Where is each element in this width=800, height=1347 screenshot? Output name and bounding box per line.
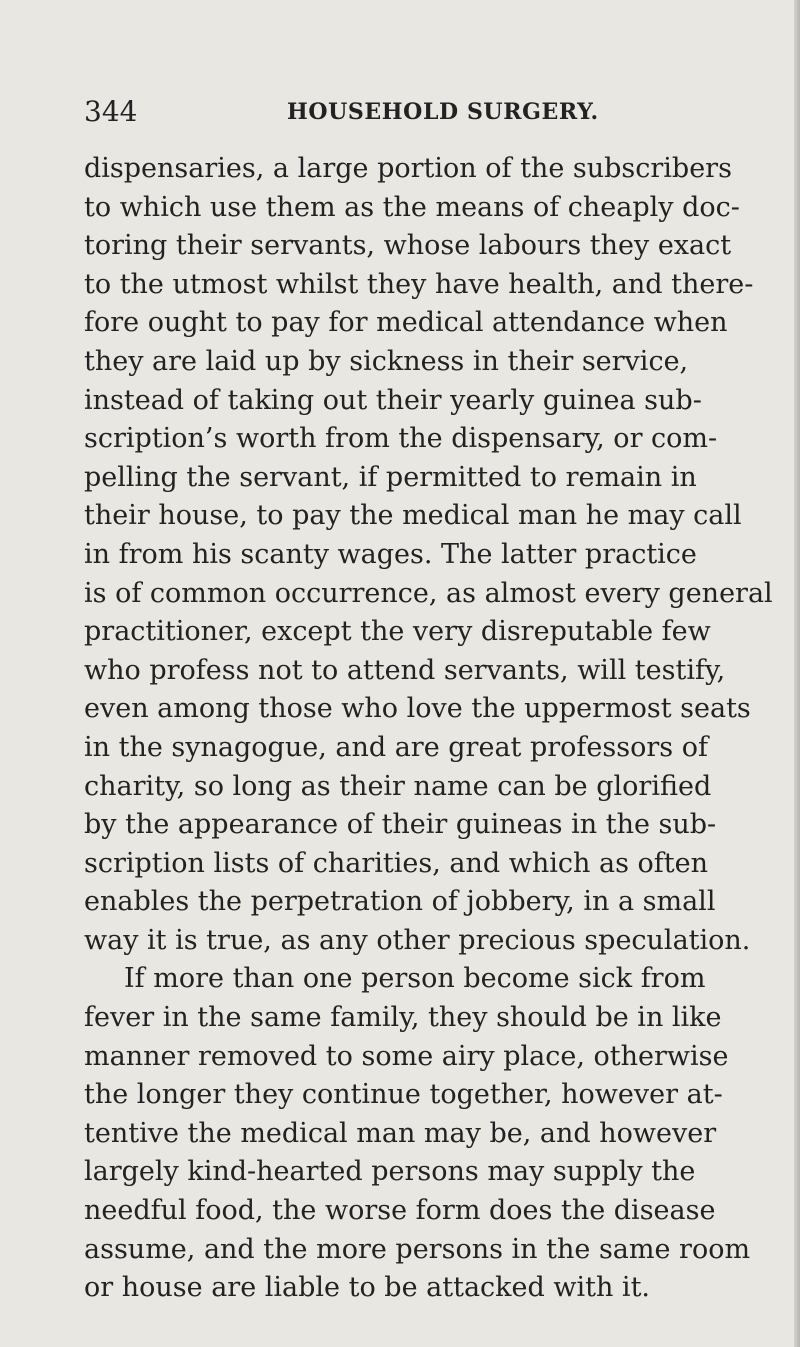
running-head: HOUSEHOLD SURGERY. bbox=[287, 99, 599, 125]
text-line: fever in the same family, they should be in like bbox=[84, 1002, 722, 1034]
text-line: in from his scanty wages. The latter practice bbox=[84, 538, 697, 570]
text-line: or house are liable to be attacked with it. bbox=[84, 1272, 650, 1304]
text-line: the longer they continue together, however at- bbox=[84, 1079, 723, 1111]
text-line: largely kind-hearted persons may supply the bbox=[84, 1156, 696, 1188]
text-line: to the utmost whilst they have health, and there- bbox=[84, 268, 754, 300]
text-line: charity, so long as their name can be glorified bbox=[84, 770, 712, 802]
text-line: needful food, the worse form does the disease bbox=[84, 1195, 716, 1227]
text-line: pelling the servant, if permitted to remain in bbox=[84, 461, 697, 493]
page-number: 344 bbox=[84, 95, 138, 128]
text-line: tentive the medical man may be, and however bbox=[84, 1117, 717, 1149]
text-line: practitioner, except the very disreputable few bbox=[84, 616, 711, 648]
text-line: dispensaries, a large portion of the subscribers bbox=[84, 153, 732, 184]
text-line: is of common occurrence, as almost every general bbox=[84, 577, 773, 609]
text-line: instead of taking out their yearly guinea sub- bbox=[84, 384, 702, 416]
text-line: way it is true, as any other precious speculation. bbox=[84, 924, 751, 956]
body-text bbox=[84, 150, 774, 1308]
text-line: their house, to pay the medical man he may call bbox=[84, 500, 742, 532]
text-line: they are laid up by sickness in their service, bbox=[84, 345, 689, 377]
text-line: manner removed to some airy place, otherwise bbox=[84, 1040, 729, 1072]
page-header bbox=[84, 92, 764, 132]
page-edge bbox=[794, 0, 800, 1347]
text-line: scription’s worth from the dispensary, or com- bbox=[84, 423, 718, 455]
text-line: fore ought to pay for medical attendance when bbox=[84, 307, 728, 339]
text-line: toring their servants, whose labours they exact bbox=[84, 230, 732, 262]
text-line: assume, and the more persons in the same room bbox=[84, 1233, 751, 1265]
text-line: scription lists of charities, and which as often bbox=[84, 847, 708, 879]
text-line: enables the perpetration of jobbery, in a small bbox=[84, 886, 716, 918]
text-line: by the appearance of their guineas in the sub- bbox=[84, 809, 717, 841]
text-line: to which use them as the means of cheaply doc- bbox=[84, 191, 740, 223]
text-line: even among those who love the uppermost seats bbox=[84, 693, 751, 725]
paragraph-start-line: If more than one person become sick from bbox=[124, 963, 706, 995]
text-line: who profess not to attend servants, will testify, bbox=[84, 654, 726, 686]
text-line: in the synagogue, and are great professors of bbox=[84, 731, 708, 763]
